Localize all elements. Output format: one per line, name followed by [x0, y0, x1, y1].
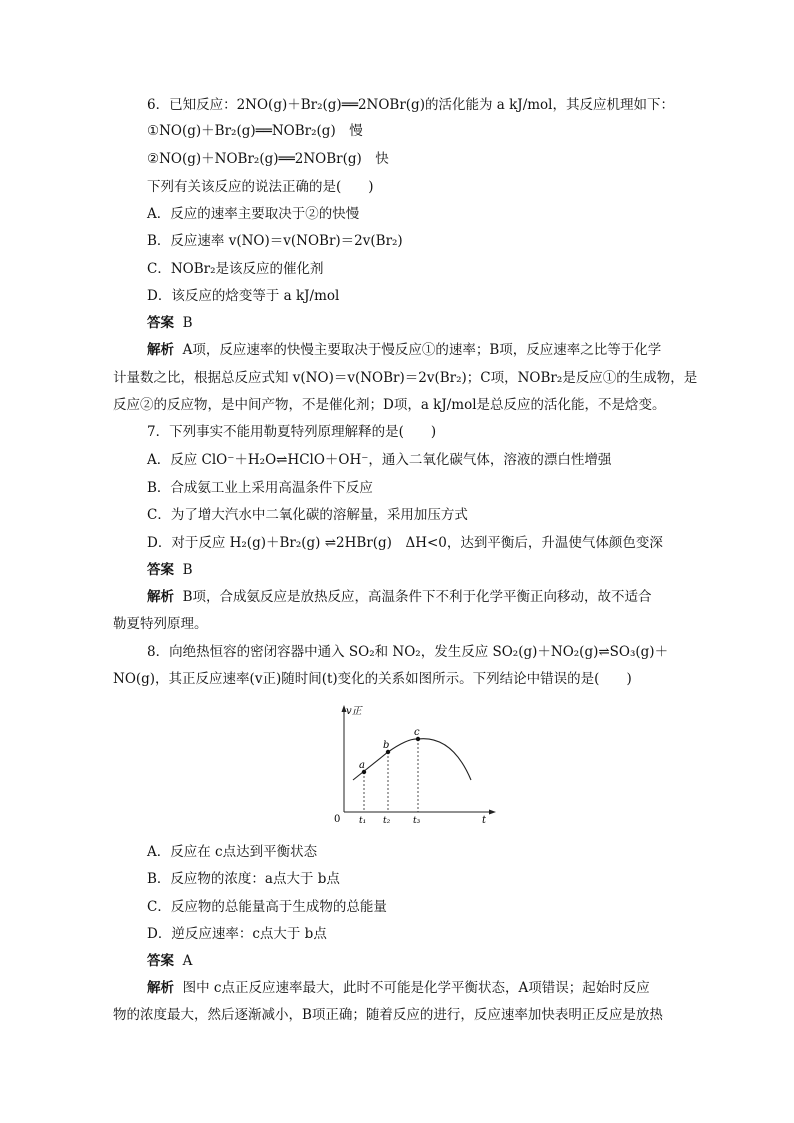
q8-answer: [147, 952, 192, 970]
q7-option-d: D．对于反应 H₂(g)＋Br₂(g) ⇌2HBr(g) ΔH<0，达到平衡后，升温使气体颜色变深: [147, 535, 663, 551]
answer-label: 答案: [147, 562, 174, 578]
x-axis-label: t: [482, 815, 487, 826]
q6-stem: 6．已知反应：2NO(g)＋Br₂(g)══2NOBr(g)的活化能为 a kJ/mol，其反应机理如下：: [147, 97, 674, 113]
x-axis-arrow: [489, 810, 496, 815]
q7-analysis-line-1: [147, 588, 652, 606]
point-c-label: c: [414, 727, 420, 738]
q6-option-c: C．NOBr₂是该反应的催化剂: [147, 261, 324, 277]
q7-analysis-line-2: 勒夏特列原理。: [113, 616, 208, 632]
q6-analysis-line-2: 计量数之比，根据总反应式知 v(NO)＝v(NOBr)＝2v(Br₂)；C项，NOBr₂是反应①的生成物，是: [113, 370, 698, 386]
q8-option-d: D．逆反应速率：c点大于 b点: [147, 926, 327, 942]
q7-stem: 7．下列事实不能用勒夏特列原理解释的是( ): [147, 424, 437, 440]
q8-analysis-line-1: [147, 979, 650, 997]
answer-value: B: [182, 315, 193, 331]
q6-analysis-line-3: 反应②的反应物，是中间产物，不是催化剂；D项，a kJ/mol是总反应的活化能，不是焓变。: [113, 397, 666, 413]
y-axis-label: v正: [346, 706, 362, 717]
analysis-text: B项，合成氨反应是放热反应，高温条件下不利于化学平衡正向移动，故不适合: [182, 589, 652, 605]
q8-option-b: B．反应物的浓度：a点大于 b点: [147, 871, 340, 887]
q6-option-d: D．该反应的焓变等于 a kJ/mol: [147, 288, 340, 304]
q6-step1: ①NO(g)＋Br₂(g)══NOBr₂(g) 慢: [147, 123, 363, 139]
q6-question: 下列有关该反应的说法正确的是( ): [147, 179, 374, 195]
answer-label: 答案: [147, 315, 174, 331]
q8-option-a: A．反应在 c点达到平衡状态: [147, 844, 318, 860]
q6-option-a: A．反应的速率主要取决于②的快慢: [147, 206, 360, 222]
analysis-label: 解析: [147, 342, 174, 358]
q7-option-c: C．为了增大汽水中二氧化碳的溶解量，采用加压方式: [147, 507, 468, 523]
answer-value: A: [182, 953, 193, 969]
answer-value: B: [182, 562, 193, 578]
q7-option-b: B．合成氨工业上采用高温条件下反应: [147, 480, 373, 496]
rate-time-figure: [334, 702, 500, 828]
point-b-label: b: [383, 740, 390, 751]
q6-analysis-line-1: [147, 341, 661, 359]
tick-t3: t₃: [413, 816, 421, 826]
tick-t1: t₁: [359, 816, 367, 826]
q6-step2: ②NO(g)＋NOBr₂(g)══2NOBr(g) 快: [147, 151, 389, 167]
analysis-text: 图中 c点正反应速率最大，此时不可能是化学平衡状态，A项错误；起始时反应: [182, 980, 650, 996]
q8-analysis-line-2: 物的浓度最大，然后逐渐减小，B项正确；随着反应的进行，反应速率加快表明正反应是放热: [113, 1007, 663, 1023]
point-a-label: a: [359, 760, 365, 771]
q8-option-c: C．反应物的总能量高于生成物的总能量: [147, 899, 387, 915]
q8-stem-line-1: 8．向绝热恒容的密闭容器中通入 SO₂和 NO₂，发生反应 SO₂(g)＋NO₂(g)⇌SO₃(g)＋: [147, 644, 669, 660]
q6-option-b: B．反应速率 v(NO)＝v(NOBr)＝2v(Br₂): [147, 233, 403, 249]
origin-label: 0: [334, 814, 341, 825]
analysis-text: A项，反应速率的快慢主要取决于慢反应①的速率；B项，反应速率之比等于化学: [182, 342, 662, 358]
tick-t2: t₂: [383, 816, 391, 826]
answer-label: 答案: [147, 953, 174, 969]
q7-option-a: A．反应 ClO⁻＋H₂O⇌HClO＋OH⁻，通入二氧化碳气体，溶液的漂白性增强: [147, 452, 612, 468]
q7-answer: [147, 561, 193, 579]
q6-answer: [147, 314, 193, 332]
analysis-label: 解析: [147, 980, 174, 996]
analysis-label: 解析: [147, 589, 174, 605]
q8-stem-line-2: NO(g)，其正反应速率(v正)随时间(t)变化的关系如图所示。下列结论中错误的是( ): [113, 671, 632, 687]
rate-curve: [353, 739, 471, 780]
